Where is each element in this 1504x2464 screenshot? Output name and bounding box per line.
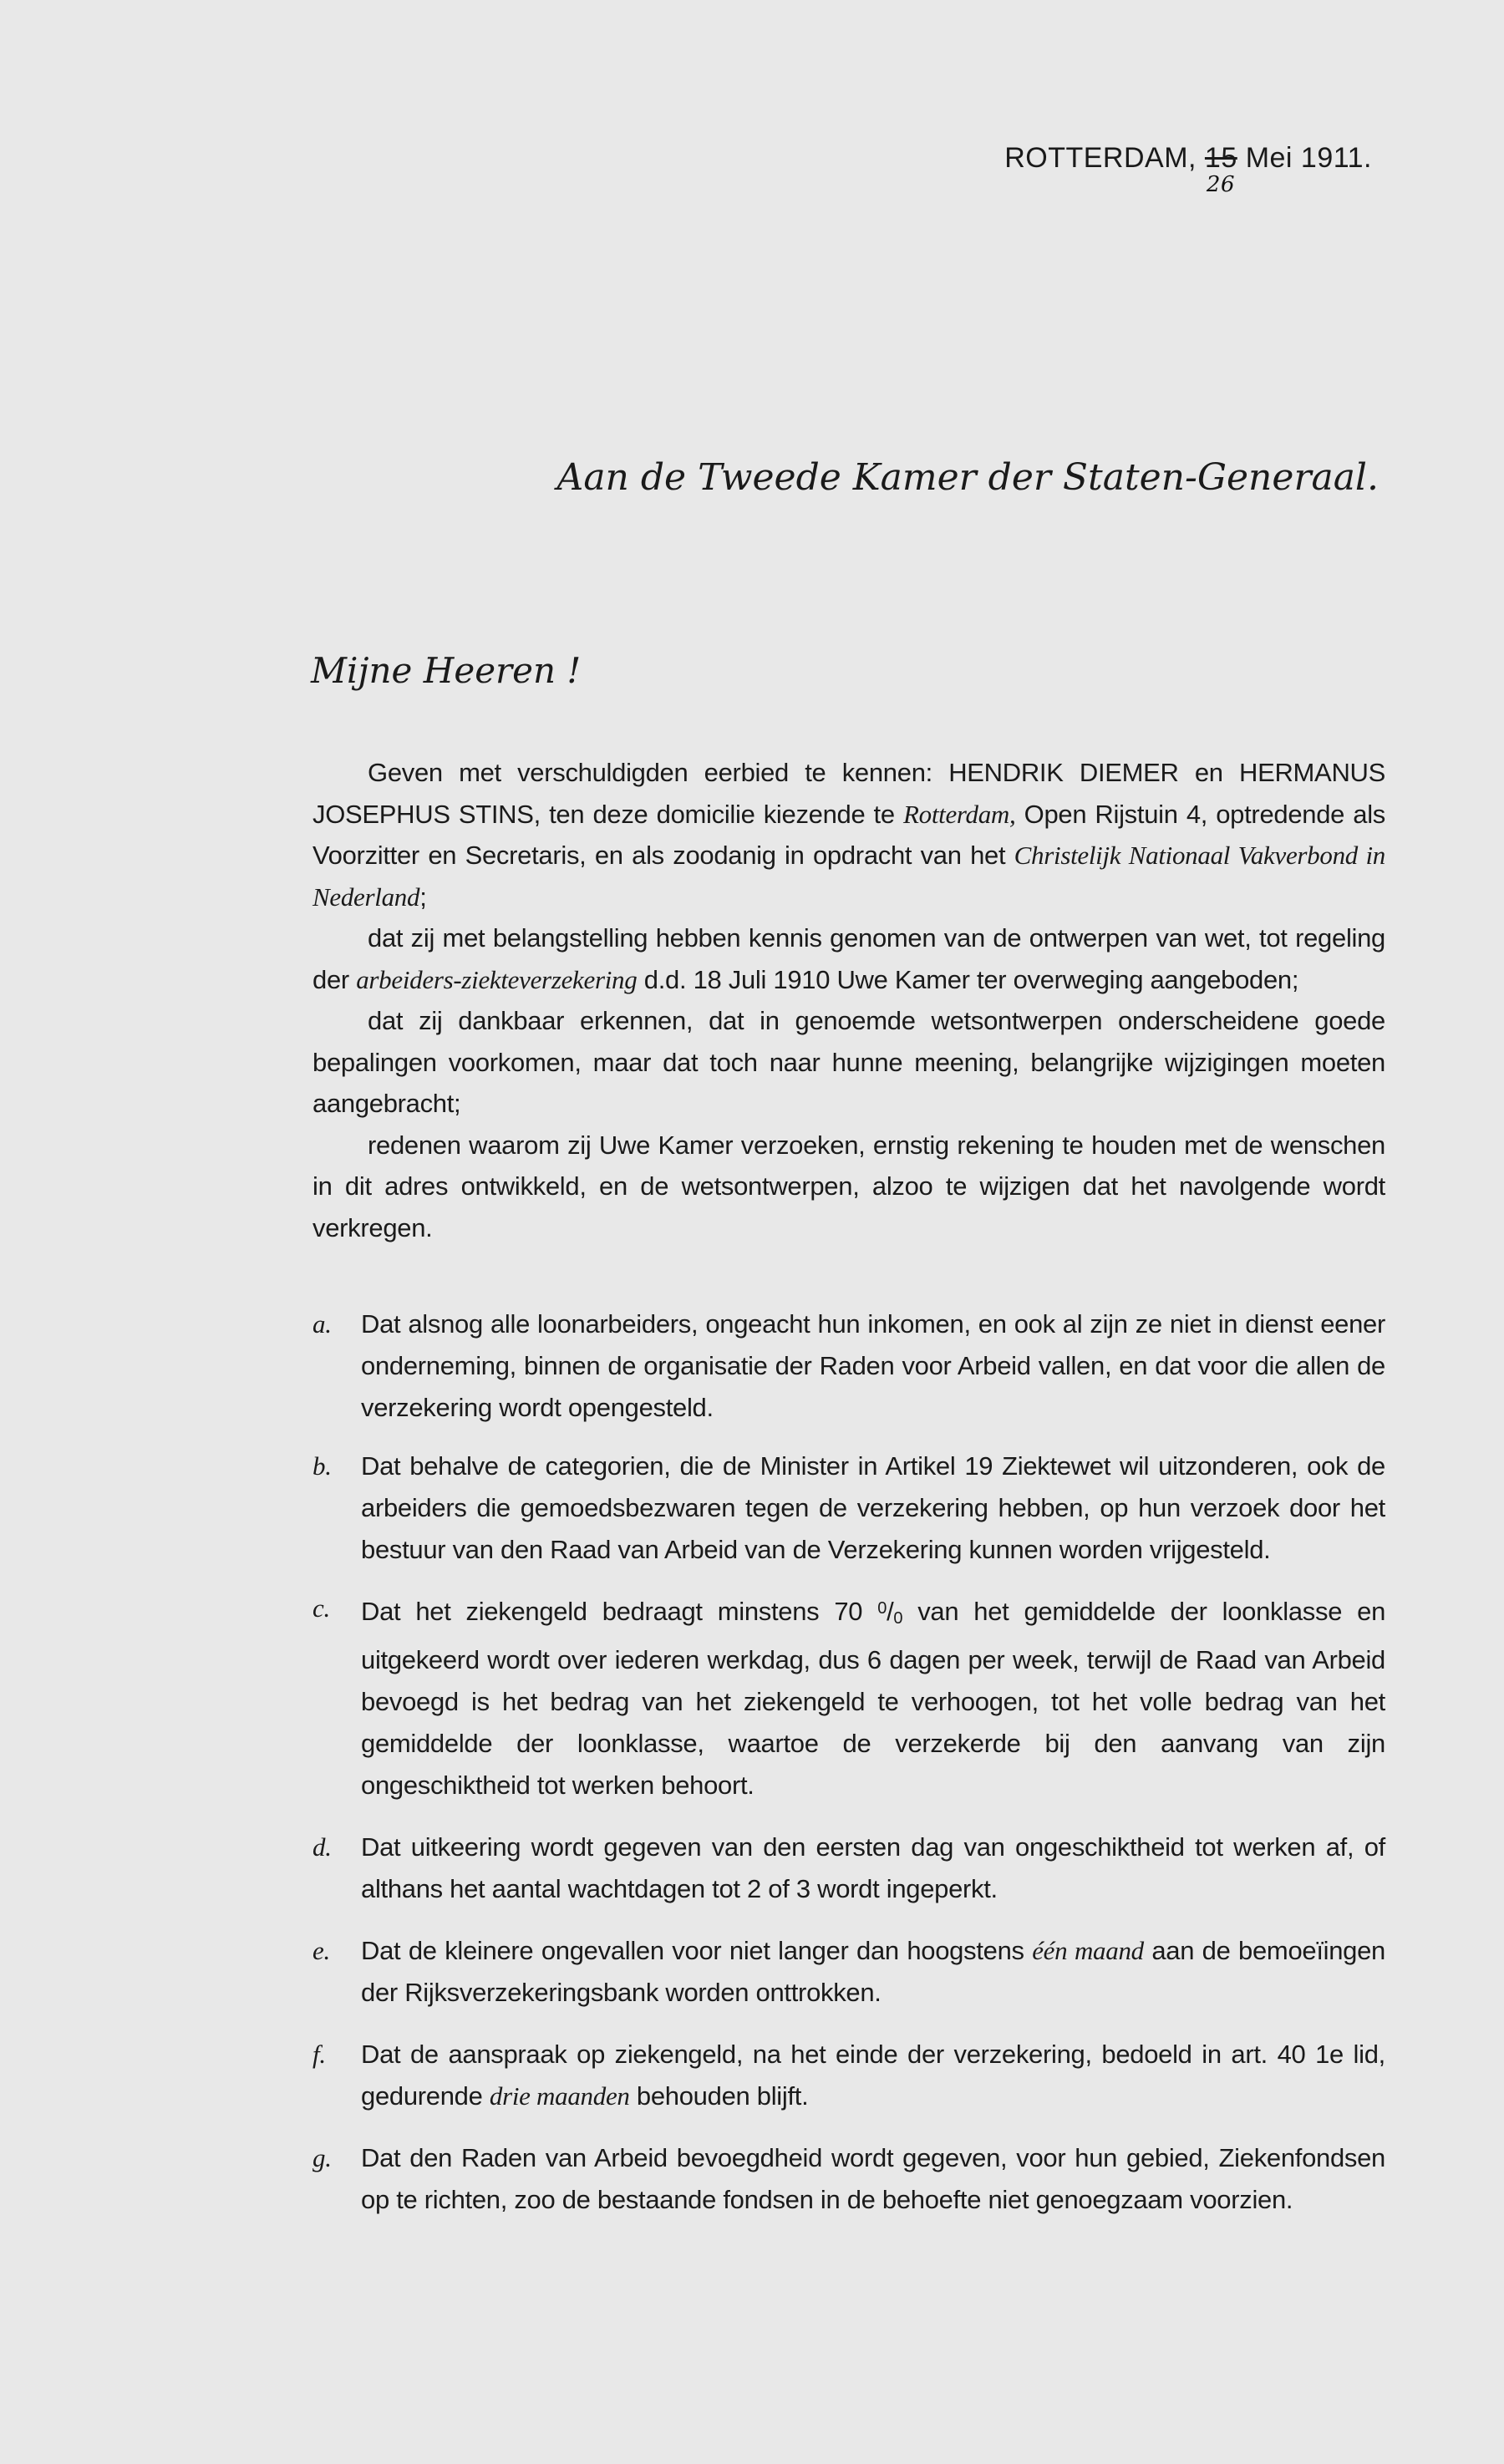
list-item-text: van het gemiddelde der loonklasse en uitgekeerd wordt over iederen werkdag, dus 6 dagen per week, terwijl de Raad van Arbeid bevoegd is het bedrag van het ziekengeld te verhoogen, tot het volle bedrag van het gemiddelde der loonklasse, waartoe de verzekerde bij den aanvang van zijn ongeschiktheid tot werken behoort. (361, 1597, 1386, 1800)
paragraph-text: ; (419, 881, 427, 912)
list-item (312, 1445, 1385, 1571)
paragraph-text: Open Rijstuin 4, optredende als Voorzitter en Secretaris, en als zoodanig in opdracht van het (312, 799, 1385, 870)
percent-sign-bottom: 0 (893, 1609, 903, 1628)
list-item (312, 2137, 1385, 2221)
emphasis-organization: Christelijk Nationaal Vakverbond in Nederland (312, 841, 1386, 912)
list-item (312, 1303, 1385, 1429)
percent-sign-slash: / (887, 1597, 894, 1626)
list-item (312, 1930, 1385, 2014)
list-item (312, 1588, 1385, 1806)
petition-body (312, 752, 1385, 1248)
dateline-month-year: Mei 1911. (1245, 142, 1372, 174)
list-item-label: f. (312, 2040, 326, 2069)
salutation: Mijne Heeren ! (311, 650, 582, 691)
list-item-text: aan de bemoeïingen der Rijksverzekeringsbank worden onttrokken. (361, 1936, 1385, 2007)
emphasis-city: Rotterdam, (902, 799, 1016, 829)
list-item-label: d. (312, 1832, 332, 1862)
emphasis-duration: één maand (1032, 1936, 1144, 1965)
list-item-label: g. (312, 2143, 332, 2172)
list-item-text: Dat het ziekengeld bedraagt minstens 70 (361, 1597, 878, 1626)
list-item-label: b. (312, 1451, 332, 1481)
list-item-label: e. (312, 1936, 330, 1965)
paragraph-text: dat zij met belangstelling hebben kennis genomen van de ontwerpen van wet, tot regeling der (312, 923, 1385, 994)
list-item (312, 1826, 1385, 1910)
list-item-text: Dat den Raden van Arbeid bevoegdheid wordt gegeven, voor hun gebied, Ziekenfondsen op te richten, zoo de bestaande fondsen in de behoefte niet genoegzaam voorzien. (361, 2143, 1385, 2214)
paragraph-request: redenen waarom zij Uwe Kamer verzoeken, ernstig rekening te houden met de wenschen in dit adres ontwikkeld, en de wetsontwerpen, alzoo te wijzigen dat het navolgende wordt verkregen. (312, 1130, 1385, 1242)
dateline-city: ROTTERDAM, (1004, 142, 1197, 174)
percent-sign-top: 0 (877, 1599, 887, 1618)
list-item-text: Dat de kleinere ongevallen voor niet langer dan hoogstens (361, 1936, 1033, 1965)
list-item-text: behouden blijft. (629, 2081, 809, 2111)
paragraph-acknowledgement (312, 917, 1385, 1000)
paragraph-text: Geven met verschuldigden eerbied te kennen: HENDRIK DIEMER en HERMANUS JOSEPHUS STINS, ten deze domicilie kiezende te (312, 758, 1385, 829)
emphasis-duration: drie maanden (489, 2081, 630, 2111)
dateline-day-handwritten-correction: 26 (1206, 172, 1236, 197)
list-item-text: Dat alsnog alle loonarbeiders, ongeacht hun inkomen, en ook al zijn ze niet in dienst eener onderneming, binnen de organisatie der Raden voor Arbeid vallen, en dat voor die allen de verzekering wordt opengesteld. (361, 1309, 1385, 1422)
dateline (1004, 142, 1372, 197)
dateline-day-printed: 15 (1204, 142, 1237, 174)
paragraph-recognition: dat zij dankbaar erkennen, dat in genoemde wetsontwerpen onderscheidene goede bepalingen voorkomen, maar dat toch naar hunne meening, belangrijke wijzigingen moeten aangebracht; (312, 1006, 1385, 1118)
list-item-label: c. (312, 1593, 330, 1623)
demands-list (312, 1303, 1385, 2221)
paragraph-text: d.d. 18 Juli 1910 Uwe Kamer ter overweging aangeboden; (637, 964, 1299, 994)
emphasis-term: arbeiders-ziekteverzekering (356, 964, 638, 994)
list-item-text: Dat uitkeering wordt gegeven van den eersten dag van ongeschiktheid tot werken af, of althans het aantal wachtdagen tot 2 of 3 wordt ingeperkt. (361, 1832, 1385, 1903)
list-item (312, 2034, 1385, 2117)
list-item-text: Dat behalve de categorien, die de Minister in Artikel 19 Ziektewet wil uitzonderen, ook de arbeiders die gemoedsbezwaren tegen de verzekering hebben, op hun verzoek door het bestuur van den Raad van Arbeid van de Verzekering kunnen worden vrijgesteld. (361, 1451, 1385, 1564)
addressee-heading: Aan de Tweede Kamer der Staten-Generaal. (556, 456, 1379, 499)
list-item-text: Dat de aanspraak op ziekengeld, na het einde der verzekering, bedoeld in art. 40 1e lid, gedurende (361, 2040, 1385, 2111)
paragraph-introduction (312, 752, 1385, 917)
list-item-label: a. (312, 1309, 332, 1339)
dateline-day (1204, 142, 1237, 197)
